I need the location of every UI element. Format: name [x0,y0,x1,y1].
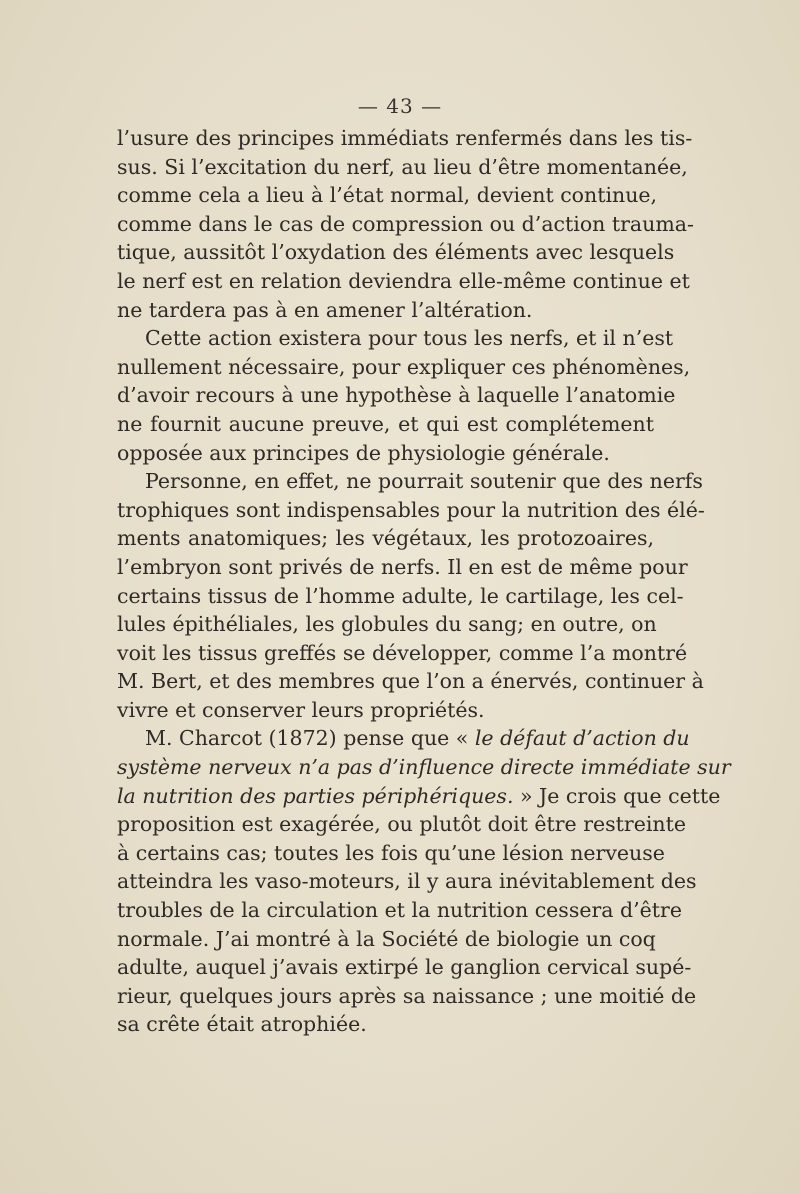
italic-quote: le défaut d’action du [474,726,690,751]
text-line: d’avoir recours à une hypothèse à laquelle l’anatomie [117,383,676,408]
text-line [117,753,731,782]
text-line: ments anatomiques; les végétaux, les protozoaires, [117,526,654,551]
text-line: l’usure des principes immédiats renfermés dans les tis- [117,126,693,150]
text-line: Cette action existera pour tous les nerfs, et il n’est [145,326,674,351]
body-text [117,124,731,1039]
paragraph [117,724,731,1039]
text-line: Personne, en effet, ne pourrait soutenir que des nerfs [145,469,703,494]
text-line [117,782,721,811]
text-line: ne tardera pas à en amener l’altération. [117,297,533,322]
paragraph [117,124,694,324]
text-line: comme cela a lieu à l’état normal, devient continue, [117,183,658,208]
page-number: — 43 — [357,94,443,118]
text-line: l’embryon sont privés de nerfs. Il en est de même pour [117,554,688,579]
paragraph [117,467,705,724]
text-line: vivre et conserver leurs propriétés. [117,697,485,722]
paragraph [117,324,691,467]
text-line: opposée aux principes de physiologie générale. [117,440,610,465]
text-run: M. Charcot (1872) pense que « [145,726,475,751]
text-line: tique, aussitôt l’oxydation des éléments avec lesquels [117,240,675,265]
text-line: certains tissus de l’homme adulte, le cartilage, les cel- [117,583,684,608]
text-line: adulte, auquel j’avais extirpé le ganglion cervical supé- [117,955,692,980]
text-line: trophiques sont indispensables pour la nutrition des élé- [117,497,705,522]
text-line: atteindra les vaso-moteurs, il y aura inévitablement des [117,869,697,894]
text-line: voit les tissus greffés se développer, comme l’a montré [117,640,688,665]
text-run: » Je crois que cette [513,783,721,808]
italic-quote: système nerveux n’a pas d’influence directe immédiate sur [117,755,731,780]
text-line [117,724,690,753]
text-line: proposition est exagérée, ou plutôt doit être restreinte [117,812,686,837]
text-line: comme dans le cas de compression ou d’action trauma- [117,211,694,236]
text-line: nullement nécessaire, pour expliquer ces phénomènes, [117,354,691,379]
text-line: ne fournit aucune preuve, et qui est complétement [117,411,654,436]
text-line: sus. Si l’excitation du nerf, au lieu d’être momentanée, [117,154,688,179]
text-line: à certains cas; toutes les fois qu’une lésion nerveuse [117,840,665,865]
text-line: troubles de la circulation et la nutrition cessera d’être [117,898,682,923]
text-line: sa crête était atrophiée. [117,1012,367,1037]
text-line: lules épithéliales, les globules du sang; en outre, on [117,612,657,637]
italic-quote: la nutrition des parties périphériques. [117,783,514,808]
text-line: normale. J’ai montré à la Société de biologie un coq [117,926,656,951]
text-line: M. Bert, et des membres que l’on a énervés, continuer à [117,669,704,694]
text-line: le nerf est en relation deviendra elle-même continue et [117,268,690,293]
text-line: rieur, quelques jours après sa naissance ; une moitié de [117,983,697,1008]
